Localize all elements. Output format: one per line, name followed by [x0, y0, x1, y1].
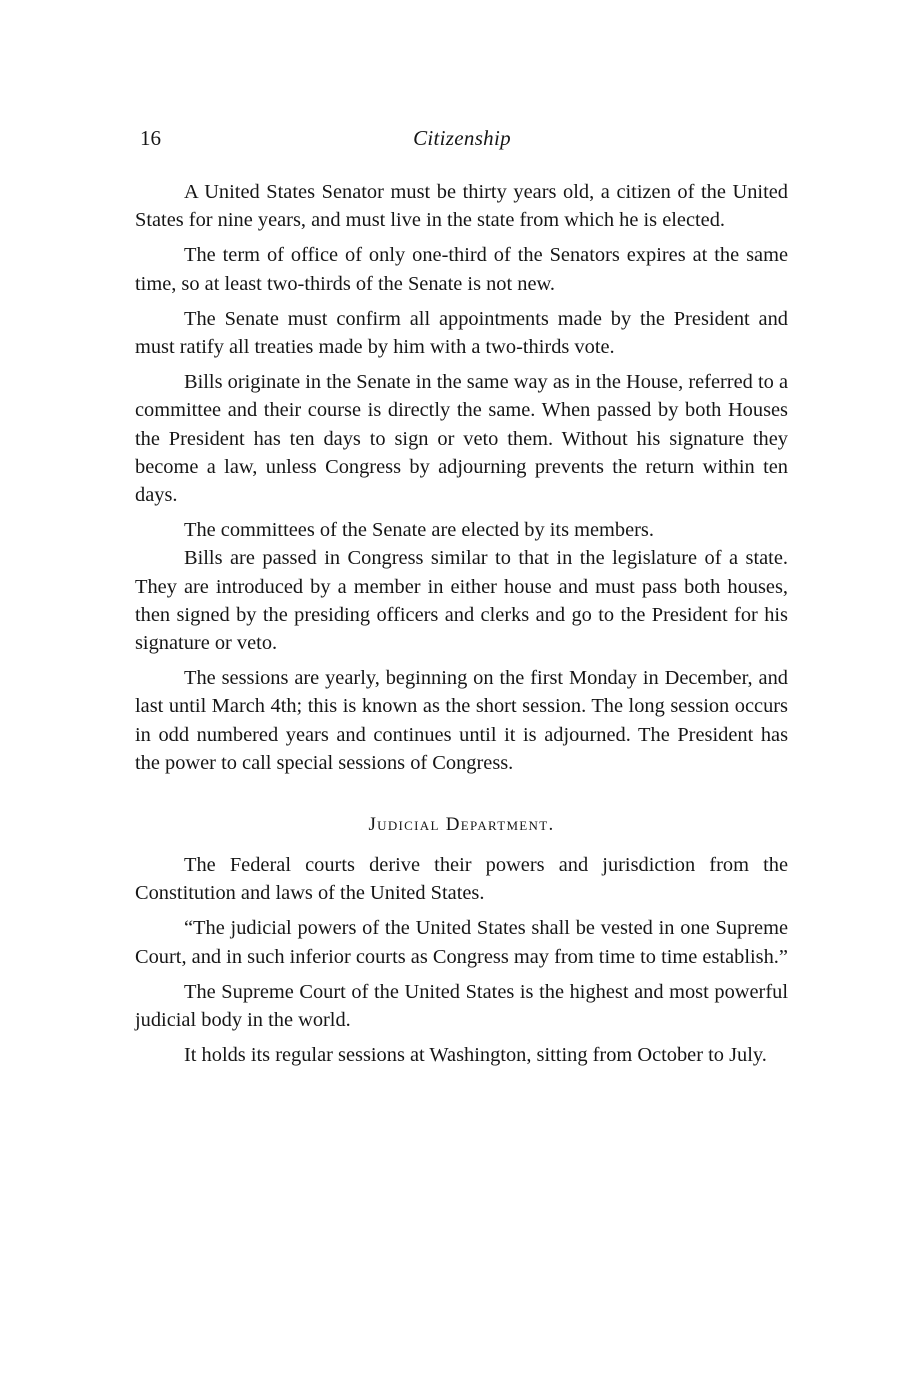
paragraph-supreme-court: The Supreme Court of the United States is the highest and most powerful judicial body in the world. — [135, 980, 788, 1032]
section-heading: Judicial Department. — [368, 814, 555, 836]
paragraph-senate-committees: The committees of the Senate are elected by its members. — [184, 519, 654, 542]
body-text — [135, 178, 788, 1076]
page-header — [137, 124, 787, 154]
paragraph-sessions: The sessions are yearly, beginning on the first Monday in December, and last until March 4th; this is known as the short session. The long session occurs in odd numbered years and continues until it is adjourned. The President has the power to call special sessions of Congress. — [135, 667, 788, 774]
paragraph-federal-courts: The Federal courts derive their powers and jurisdiction from the Constitution and laws of the United States. — [135, 854, 788, 905]
paragraph-bills-passed: Bills are passed in Congress similar to that in the legislature of a state. They are introduced by a member in either house and must pass both houses, then signed by the presiding officers and clerks and go to the President for his signature or veto. — [135, 547, 788, 655]
paragraph-senate-confirmation: The Senate must confirm all appointments made by the President and must ratify all treaties made by him with a two-thirds vote. — [135, 307, 788, 359]
page-number: 16 — [140, 126, 161, 150]
paragraph-senate-term: The term of office of only one-third of the Senators expires at the same time, so at least two-thirds of the Senate is not new. — [135, 244, 788, 295]
paragraph-judicial-powers-quote: “The judicial powers of the United States shall be vested in one Supreme Court, and in such inferior courts as Congress may from time to time establish.” — [135, 917, 788, 968]
paragraph-senate-bills: Bills originate in the Senate in the same way as in the House, referred to a committee and their course is directly the same. When passed by both Houses the President has ten days to sign or veto them. Without his signature they become a law, unless Congress by adjourning prevents the return within ten days. — [135, 371, 788, 507]
paragraph-senator-qualifications: A United States Senator must be thirty years old, a citizen of the United States for nine years, and must live in the state from which he is elected. — [135, 181, 788, 232]
running-title: Citizenship — [413, 126, 511, 150]
paragraph-court-sessions: It holds its regular sessions at Washington, sitting from October to July. — [184, 1044, 767, 1067]
